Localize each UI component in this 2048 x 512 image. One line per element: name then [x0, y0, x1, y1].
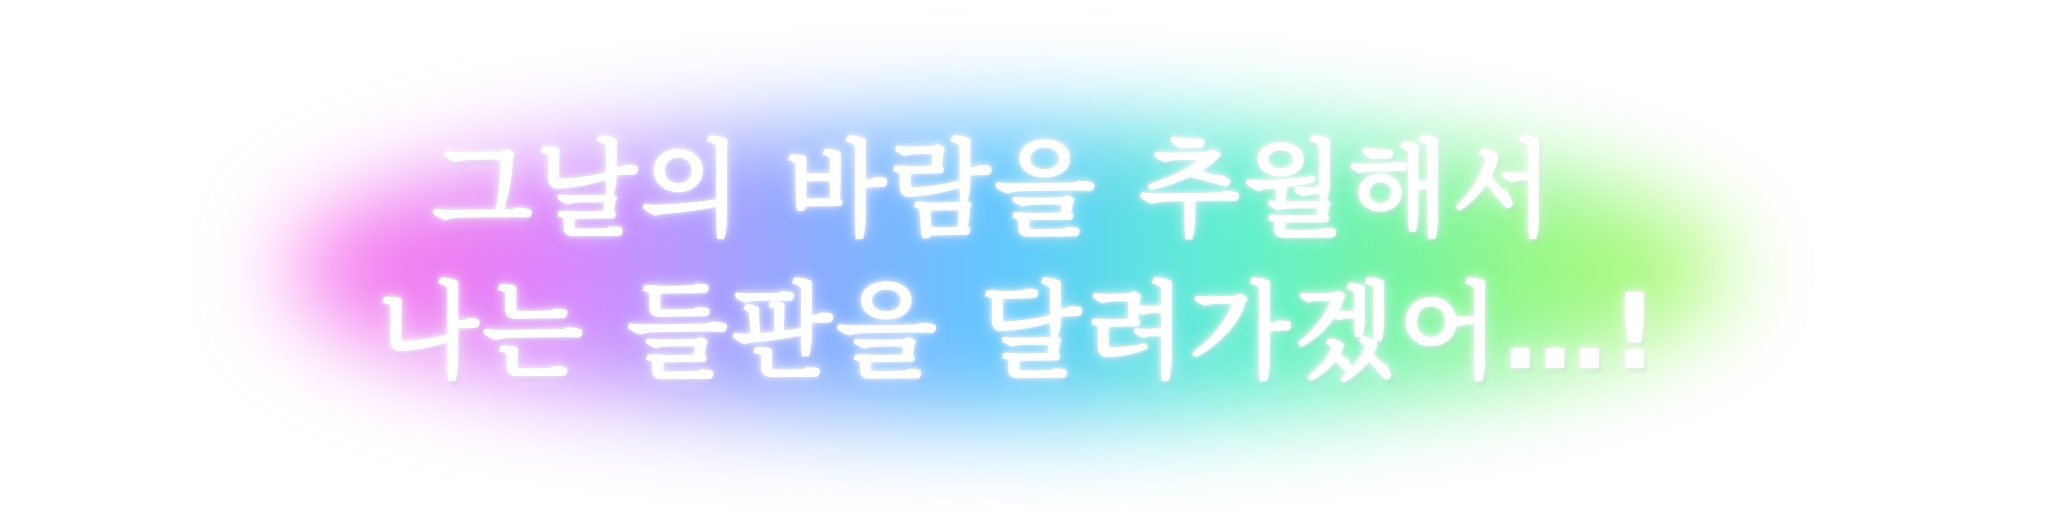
- title-line-1: 그날의 바람을 추월해서: [432, 129, 1558, 251]
- title-line-2: 나는 들판을 달려가겠어…!: [378, 271, 1663, 393]
